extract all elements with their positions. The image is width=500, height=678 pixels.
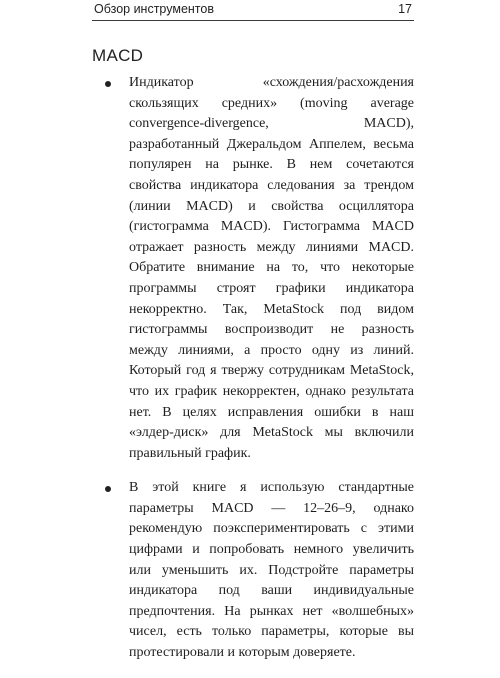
bullet-icon <box>105 486 111 492</box>
bullet-list <box>92 73 414 678</box>
bullet-icon <box>105 81 111 87</box>
running-header <box>92 0 414 21</box>
running-title: Обзор инструментов <box>94 2 214 16</box>
list-item <box>92 73 414 464</box>
page-number: 17 <box>398 2 412 16</box>
list-item <box>92 478 414 663</box>
paragraph-text: В этой книге я использую стандартные параметры MACD — 12–26–9, однако рекомендую поэкспериментировать с этими цифрами и попробовать немного увеличить или уменьшить их. Подстройте параметры индикатора под ваши индивидуальные предпочтения. На рынках нет «волшебных» чисел, есть только параметры, которые вы протестировали и которым доверяете. <box>129 480 414 661</box>
paragraph-text: Индикатор «схождения/расхождения скользящих средних» (moving average convergence-divergence, MACD), разработанный Джеральдом Аппелем, весьма популярен на рынке. В нем сочетаются свойства индикатора следования за трендом (линии MACD) и свойства осциллятора (гистограмма MACD). Гистограмма MACD отражает разность между линиями MACD. Обратите внимание на то, что некоторые программы строят графики индикатора некорректно. Так, MetaStock под видом гистограммы воспроизводит не разность между линиями, а просто одну из линий. Который год я твержу сотрудникам MetaStock, что их график некорректен, однако результата нет. В целях исправления ошибки в наш «элдер-диск» для MetaStock мы включили правильный график. <box>129 75 414 461</box>
section-title: MACD <box>92 46 144 65</box>
